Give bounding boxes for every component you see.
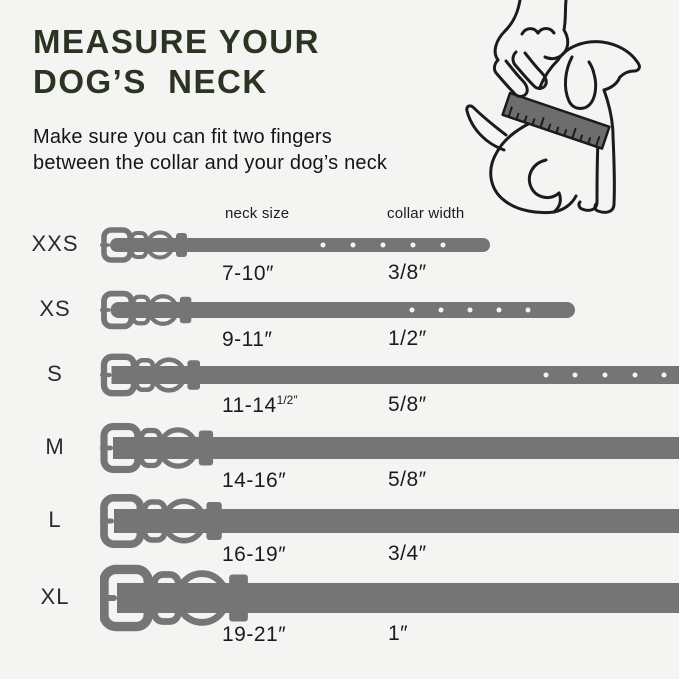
neck-size-column-header: neck size	[225, 205, 290, 222]
page-title-line1: MEASURE YOUR	[33, 23, 320, 60]
collar-hole	[351, 243, 356, 248]
page-title	[33, 22, 320, 102]
size-label: M	[45, 434, 65, 459]
dog-measuring-illustration	[448, 0, 676, 228]
neck-size-fraction: 1/2″	[276, 393, 298, 407]
collar-hole	[411, 243, 416, 248]
collar-slider-tab	[180, 297, 192, 324]
collar-slider-tab	[206, 502, 221, 540]
instruction-text	[33, 124, 387, 176]
collar-illustration	[100, 274, 575, 346]
collar-slider-tab	[176, 233, 187, 257]
collar-width-value: 1/2″	[388, 327, 427, 350]
collar-hole	[662, 373, 667, 378]
collar-hole	[381, 243, 386, 248]
size-label: L	[48, 507, 62, 532]
collar-slider-tab	[229, 575, 248, 622]
collar-width-value: 3/4″	[388, 542, 427, 565]
collar-slider-tab	[199, 431, 213, 466]
collar-hole	[526, 308, 531, 313]
size-label: XL	[40, 584, 70, 609]
collar-width-value: 1″	[388, 622, 409, 645]
collar-hole	[410, 308, 415, 313]
neck-size-value	[222, 622, 286, 647]
collar-hole	[573, 373, 578, 378]
collar-width-value: 5/8″	[388, 468, 427, 491]
neck-size-number: 14-16″	[222, 469, 287, 492]
neck-size-number: 19-21″	[222, 623, 287, 646]
collar-strap	[110, 238, 490, 252]
collar-hole	[441, 243, 446, 248]
instruction-line1: Make sure you can fit two fingers	[33, 126, 332, 148]
neck-size-number: 11-14	[222, 394, 277, 417]
collar-hole	[633, 373, 638, 378]
collar-strap	[117, 583, 679, 613]
two-fingers-hand-icon	[494, 0, 567, 96]
page-title-line2: DOG’S NECK	[33, 63, 268, 100]
neck-size-number: 7-10″	[222, 262, 274, 285]
neck-size-number: 16-19″	[222, 543, 287, 566]
collar-illustration	[100, 209, 490, 281]
collar-slider-tab	[187, 360, 200, 390]
size-label: XXS	[31, 231, 79, 256]
collar-width-value: 3/8″	[388, 261, 427, 284]
collar-hole	[439, 308, 444, 313]
neck-size-number: 9-11″	[222, 328, 273, 351]
collar-hole	[603, 373, 608, 378]
collar-hole	[468, 308, 473, 313]
collar-hole	[497, 308, 502, 313]
collar-hole	[544, 373, 549, 378]
collar-width-column-header: collar width	[387, 205, 465, 222]
size-label: S	[47, 361, 63, 386]
instruction-line2: between the collar and your dog’s neck	[33, 152, 388, 174]
collar-width-value: 5/8″	[388, 393, 427, 416]
size-label: XS	[39, 296, 71, 321]
collar-hole	[321, 243, 326, 248]
